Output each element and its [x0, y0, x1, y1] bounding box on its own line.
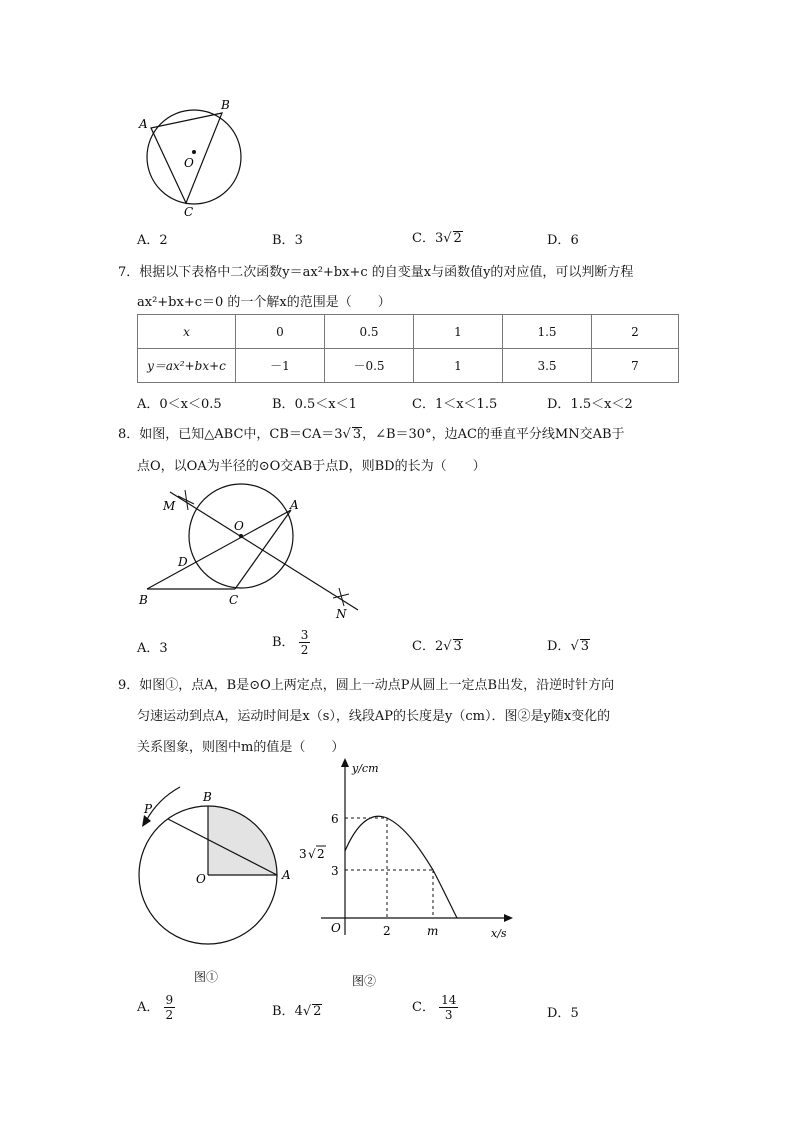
q6-option-a[interactable]: A．2 [137, 233, 168, 248]
radical: 3 [453, 639, 462, 654]
table-cell: 0 [236, 315, 325, 349]
radical: 2 [313, 1004, 322, 1019]
q7-option-a[interactable]: A．0＜x＜0.5 [137, 397, 222, 412]
q7-stem-line1: 7．根据以下表格中二次函数y＝ax²+bx+c 的自变量x与函数值y的对应值，可以判断方程 [118, 265, 634, 280]
q9-tick-y-rad: 2 [317, 847, 325, 861]
q9-tick-xm: m [427, 924, 439, 938]
q8-label-b: B [139, 593, 148, 607]
q8-option-d[interactable]: D．√ 3 [547, 639, 590, 654]
q7-value-table [137, 314, 679, 383]
q6-option-b[interactable]: B．3 [272, 233, 303, 248]
q9-fig1-caption: 图① [194, 970, 219, 984]
q9-stem-line3: 关系图象，则图中m的值是（ ） [137, 740, 345, 755]
q8-stem-line1: 8．如图，已知△ABC中，CB＝CA＝3√ 3，∠B＝30°，边AC的垂直平分线MN交AB于 [118, 427, 625, 442]
table-cell: －1 [236, 349, 325, 383]
q7-option-d[interactable]: D．1.5＜x＜2 [547, 397, 633, 412]
radical: 3 [580, 639, 590, 654]
table-cell: 1.5 [503, 315, 592, 349]
q9-label-o: O [196, 872, 206, 886]
q8-option-b[interactable]: B． $\frac{3}{2}$ [272, 628, 309, 657]
q8-option-a[interactable]: A．3 [137, 641, 168, 656]
table-cell: 3.5 [503, 349, 592, 383]
q6-center-dot [192, 150, 196, 154]
fraction: $\frac{9}{2}$ [165, 993, 174, 1022]
arrow-head-icon [142, 815, 151, 827]
fraction: $\frac{3}{2}$ [300, 628, 309, 657]
q9-label-b: B [203, 790, 212, 804]
y-axis-arrow-icon [341, 758, 349, 767]
q8-option-c[interactable]: C．2√ 3 [412, 639, 462, 654]
q9-label-p: P [144, 802, 153, 816]
q9-figure-2 [296, 757, 521, 942]
table-cell: 2 [592, 315, 679, 349]
q9-y-axis-label: y/cm [352, 762, 379, 775]
q7-stem-line2: ax²+bx+c＝0 的一个解x的范围是（ ） [137, 295, 391, 310]
q9-tick-y6: 6 [331, 812, 339, 826]
q6-label-a: A [139, 117, 148, 131]
q8-stem-line2: 点O，以OA为半径的⊙O交AB于点D，则BD的长为（ ） [137, 459, 486, 474]
table-cell: 1 [414, 315, 503, 349]
q9-x-axis-label: x/s [491, 927, 507, 940]
q6-label-b: B [221, 98, 230, 112]
q9-tick-y-coef: 3 [299, 847, 307, 861]
radical: 3 [352, 427, 362, 442]
radical-sign: √ [308, 847, 316, 861]
q9-stem-line1: 9．如图①，点A，B是⊙O上两定点，圆上一动点P从圆上一定点B出发，沿逆时针方向 [118, 678, 615, 693]
q9-fig2-caption: 图② [352, 974, 377, 988]
q6-label-c: C [184, 205, 194, 219]
q8-label-m: M [163, 499, 176, 513]
table-cell: y＝ax²+bx+c [138, 349, 236, 383]
q9-option-c[interactable]: C． $\frac{14}{3}$ [412, 993, 457, 1022]
q6-option-d[interactable]: D．6 [547, 233, 579, 248]
q8-label-a: A [290, 498, 299, 512]
q9-option-d[interactable]: D．5 [547, 1006, 579, 1021]
q9-tick-x2: 2 [383, 924, 391, 938]
q8-label-o: O [234, 519, 244, 533]
q7-option-c[interactable]: C．1＜x＜1.5 [412, 397, 498, 412]
table-row [138, 349, 679, 383]
q8-center-dot [239, 534, 243, 538]
table-cell: 7 [592, 349, 679, 383]
q8-line-ba [147, 510, 291, 589]
q6-figure [130, 95, 260, 225]
q9-figure-1 [130, 785, 300, 955]
table-row [138, 315, 679, 349]
table-cell: 1 [414, 349, 503, 383]
q9-shaded-sector [208, 806, 277, 875]
x-axis-arrow-icon [504, 914, 513, 922]
table-cell: x [138, 315, 236, 349]
q8-arc-mark-m [178, 490, 194, 510]
q8-label-d: D [178, 555, 188, 569]
q6-label-o: O [184, 156, 194, 170]
q8-line-mn [170, 492, 358, 610]
q7-option-b[interactable]: B．0.5＜x＜1 [272, 397, 357, 412]
q9-tick-y3: 3 [331, 864, 339, 878]
q9-curve [345, 816, 457, 918]
q9-option-b[interactable]: B．4√ 2 [272, 1004, 322, 1019]
table-cell: －0.5 [325, 349, 414, 383]
q8-figure [130, 480, 370, 625]
fraction: $\frac{14}{3}$ [441, 993, 457, 1022]
q9-label-a: A [282, 868, 291, 882]
q9-origin-label: O [331, 921, 341, 935]
table-cell: 0.5 [325, 315, 414, 349]
q6-circle [147, 110, 241, 204]
q6-option-c[interactable]: C．3√ 2 [412, 231, 462, 246]
q8-label-n: N [336, 607, 347, 621]
q9-stem-line2: 匀速运动到点A，运动时间是x（s），线段AP的长度是y（cm）．图②是y随x变化的 [137, 709, 611, 724]
q8-label-c: C [229, 593, 239, 607]
radical: 2 [453, 231, 462, 246]
q9-option-a[interactable]: A． $\frac{9}{2}$ [137, 993, 174, 1022]
